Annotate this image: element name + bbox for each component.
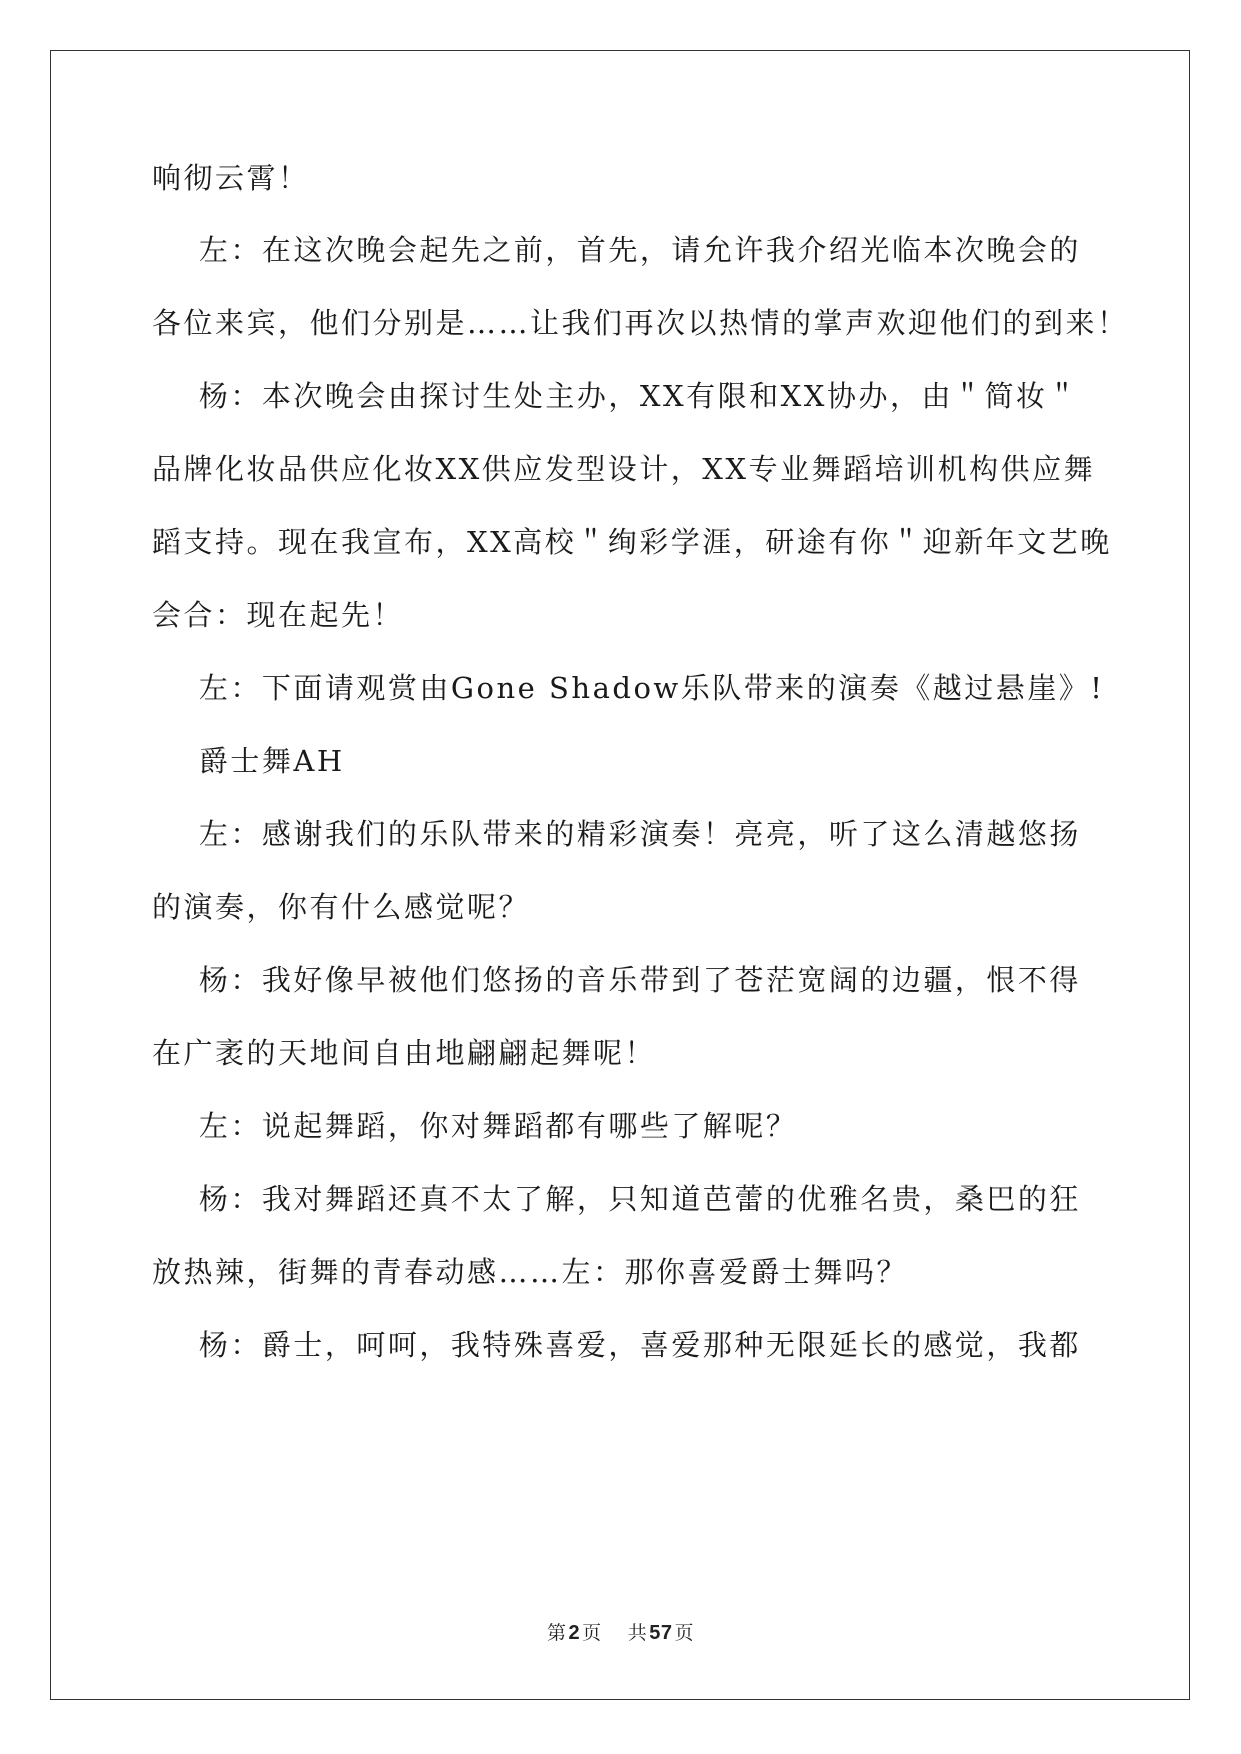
text-line: 杨：我好像早被他们悠扬的音乐带到了苍茫宽阔的边疆，恨不得 — [152, 963, 1081, 997]
text-line: 杨：爵士，呵呵，我特殊喜爱，喜爱那种无限延长的感觉，我都 — [152, 1328, 1081, 1362]
text-line: 会合：现在起先！ — [152, 598, 405, 632]
total-prefix: 共 — [627, 1622, 648, 1644]
page-footer — [0, 1618, 1241, 1645]
text-line: 左：感谢我们的乐队带来的精彩演奏！亮亮，听了这么清越悠扬 — [152, 817, 1081, 851]
page-total: 57 — [649, 1622, 673, 1644]
text-line: 左：说起舞蹈，你对舞蹈都有哪些了解呢？ — [152, 1109, 798, 1143]
text-line: 蹈支持。现在我宣布，XX高校＂绚彩学涯，研途有你＂迎新年文艺晚 — [152, 525, 1112, 559]
text-line: 品牌化妆品供应化妆XX供应发型设计，XX专业舞蹈培训机构供应舞 — [152, 452, 1096, 486]
total-unit: 页 — [674, 1622, 694, 1644]
text-line: 响彻云霄！ — [152, 161, 310, 195]
page-prefix: 第 — [547, 1622, 567, 1644]
page-current: 2 — [568, 1622, 581, 1644]
text-line: 各位来宾，他们分别是……让我们再次以热情的掌声欢迎他们的到来！ — [152, 306, 1129, 340]
text-line: 左：在这次晚会起先之前，首先，请允许我介绍光临本次晚会的 — [152, 233, 1081, 267]
text-line: 杨：本次晚会由探讨生处主办，XX有限和XX协办，由＂简妆＂ — [152, 379, 1079, 413]
text-line: 爵士舞AH — [152, 744, 345, 778]
text-line: 放热辣，街舞的青春动感……左：那你喜爱爵士舞吗？ — [152, 1255, 909, 1289]
text-line: 杨：我对舞蹈还真不太了解，只知道芭蕾的优雅名贵，桑巴的狂 — [152, 1182, 1081, 1216]
text-line: 在广袤的天地间自由地翩翩起舞呢！ — [152, 1036, 657, 1070]
text-line: 左：下面请观赏由Gone Shadow乐队带来的演奏《越过悬崖》! — [152, 671, 1105, 705]
text-line: 的演奏，你有什么感觉呢？ — [152, 890, 531, 924]
page-border — [50, 50, 1190, 1700]
page-unit: 页 — [582, 1622, 602, 1644]
